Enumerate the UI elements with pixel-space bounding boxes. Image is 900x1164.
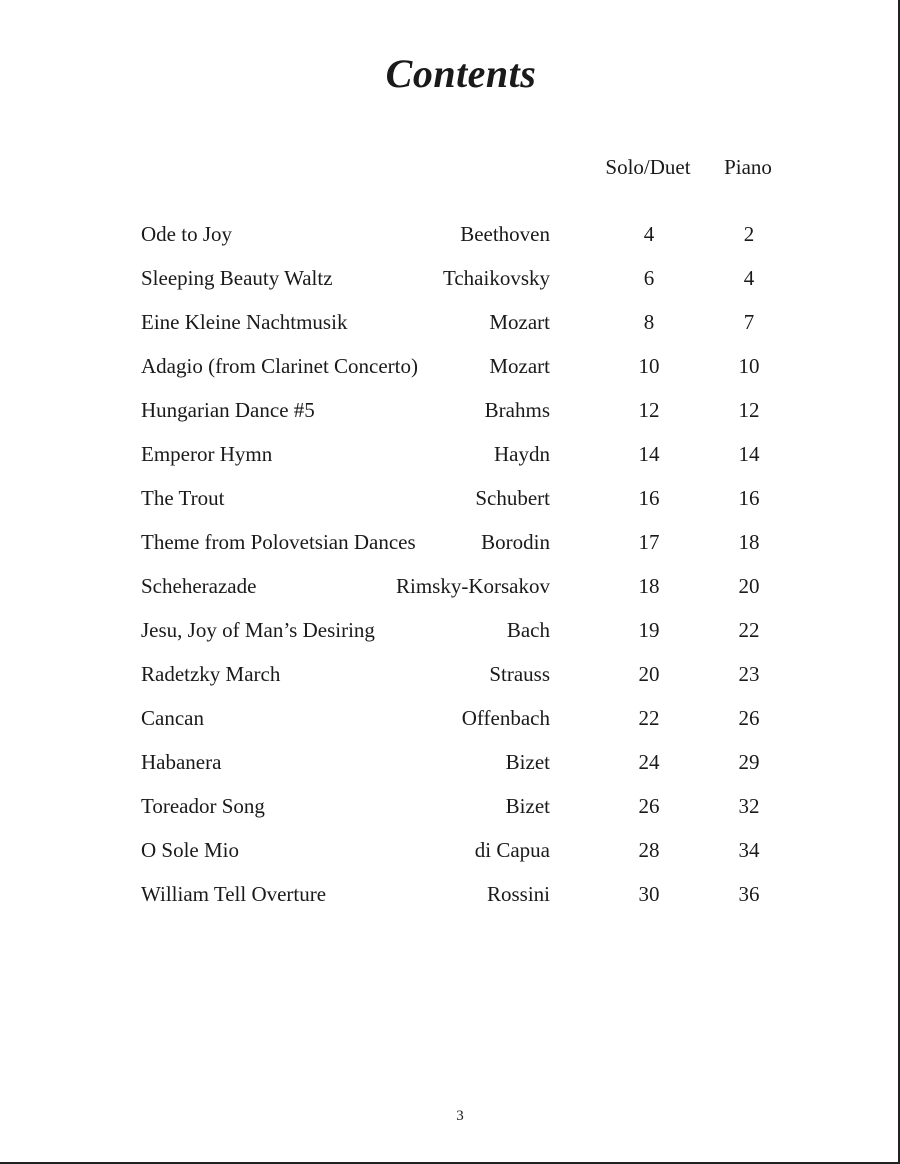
composer-name: Bizet <box>505 750 550 774</box>
solo-duet-page: 12 <box>638 398 660 422</box>
page-title: Contents <box>385 51 537 96</box>
piano-page: 16 <box>738 486 760 510</box>
solo-duet-page: 19 <box>638 618 660 642</box>
piano-page: 2 <box>743 222 755 246</box>
contents-row <box>0 793 900 837</box>
contents-row <box>0 441 900 485</box>
column-header-solo-duet: Solo/Duet <box>605 155 691 179</box>
song-title: Theme from Polovetsian Dances <box>141 530 416 554</box>
solo-duet-page: 22 <box>638 706 660 730</box>
composer-name: Strauss <box>489 662 550 686</box>
solo-duet-page: 26 <box>638 794 660 818</box>
solo-duet-page: 8 <box>643 310 655 334</box>
column-header-piano: Piano <box>724 155 772 179</box>
song-title: The Trout <box>141 486 225 510</box>
solo-duet-page: 20 <box>638 662 660 686</box>
song-title: Habanera <box>141 750 222 774</box>
solo-duet-page: 14 <box>638 442 660 466</box>
contents-row <box>0 353 900 397</box>
song-title: Scheherazade <box>141 574 257 598</box>
song-title: Eine Kleine Nachtmusik <box>141 310 348 334</box>
composer-name: Bizet <box>505 794 550 818</box>
piano-page: 4 <box>743 266 755 290</box>
page-number: 3 <box>456 1108 464 1124</box>
contents-row <box>0 309 900 353</box>
contents-row <box>0 837 900 881</box>
composer-name: Brahms <box>484 398 550 422</box>
piano-page: 29 <box>738 750 760 774</box>
contents-row <box>0 265 900 309</box>
solo-duet-page: 18 <box>638 574 660 598</box>
song-title: Hungarian Dance #5 <box>141 398 315 422</box>
solo-duet-page: 28 <box>638 838 660 862</box>
contents-row <box>0 529 900 573</box>
song-title: Radetzky March <box>141 662 281 686</box>
song-title: Cancan <box>141 706 204 730</box>
contents-row <box>0 485 900 529</box>
solo-duet-page: 10 <box>638 354 660 378</box>
song-title: William Tell Overture <box>141 882 327 906</box>
piano-page: 14 <box>738 442 760 466</box>
composer-name: Rimsky-Korsakov <box>396 574 550 598</box>
contents-row <box>0 749 900 793</box>
piano-page: 34 <box>738 838 760 862</box>
song-title: Ode to Joy <box>141 222 232 246</box>
composer-name: Mozart <box>489 310 550 334</box>
composer-name: di Capua <box>474 838 550 862</box>
solo-duet-page: 4 <box>643 222 655 246</box>
composer-name: Mozart <box>489 354 550 378</box>
composer-name: Bach <box>506 618 550 642</box>
contents-row <box>0 221 900 265</box>
song-title: Sleeping Beauty Waltz <box>141 266 333 290</box>
contents-row <box>0 573 900 617</box>
piano-page: 7 <box>743 310 755 334</box>
contents-list <box>0 221 900 925</box>
solo-duet-page: 30 <box>638 882 660 906</box>
piano-page: 20 <box>738 574 760 598</box>
contents-row <box>0 661 900 705</box>
piano-page: 12 <box>738 398 760 422</box>
contents-row <box>0 881 900 925</box>
song-title: Emperor Hymn <box>141 442 273 466</box>
solo-duet-page: 24 <box>638 750 660 774</box>
composer-name: Haydn <box>494 442 550 466</box>
piano-page: 23 <box>738 662 760 686</box>
piano-page: 32 <box>738 794 760 818</box>
piano-page: 22 <box>738 618 760 642</box>
song-title: Toreador Song <box>141 794 265 818</box>
solo-duet-page: 16 <box>638 486 660 510</box>
composer-name: Tchaikovsky <box>442 266 550 290</box>
song-title: Adagio (from Clarinet Concerto) <box>141 354 418 378</box>
contents-row <box>0 617 900 661</box>
composer-name: Borodin <box>481 530 550 554</box>
solo-duet-page: 6 <box>643 266 655 290</box>
composer-name: Rossini <box>486 882 550 906</box>
solo-duet-page: 17 <box>638 530 660 554</box>
contents-row <box>0 705 900 749</box>
song-title: O Sole Mio <box>141 838 240 862</box>
piano-page: 36 <box>738 882 760 906</box>
piano-page: 26 <box>738 706 760 730</box>
song-title: Jesu, Joy of Man’s Desiring <box>141 618 375 642</box>
composer-name: Beethoven <box>460 222 550 246</box>
contents-row <box>0 397 900 441</box>
piano-page: 18 <box>738 530 760 554</box>
composer-name: Offenbach <box>461 706 550 730</box>
composer-name: Schubert <box>475 486 550 510</box>
piano-page: 10 <box>738 354 760 378</box>
